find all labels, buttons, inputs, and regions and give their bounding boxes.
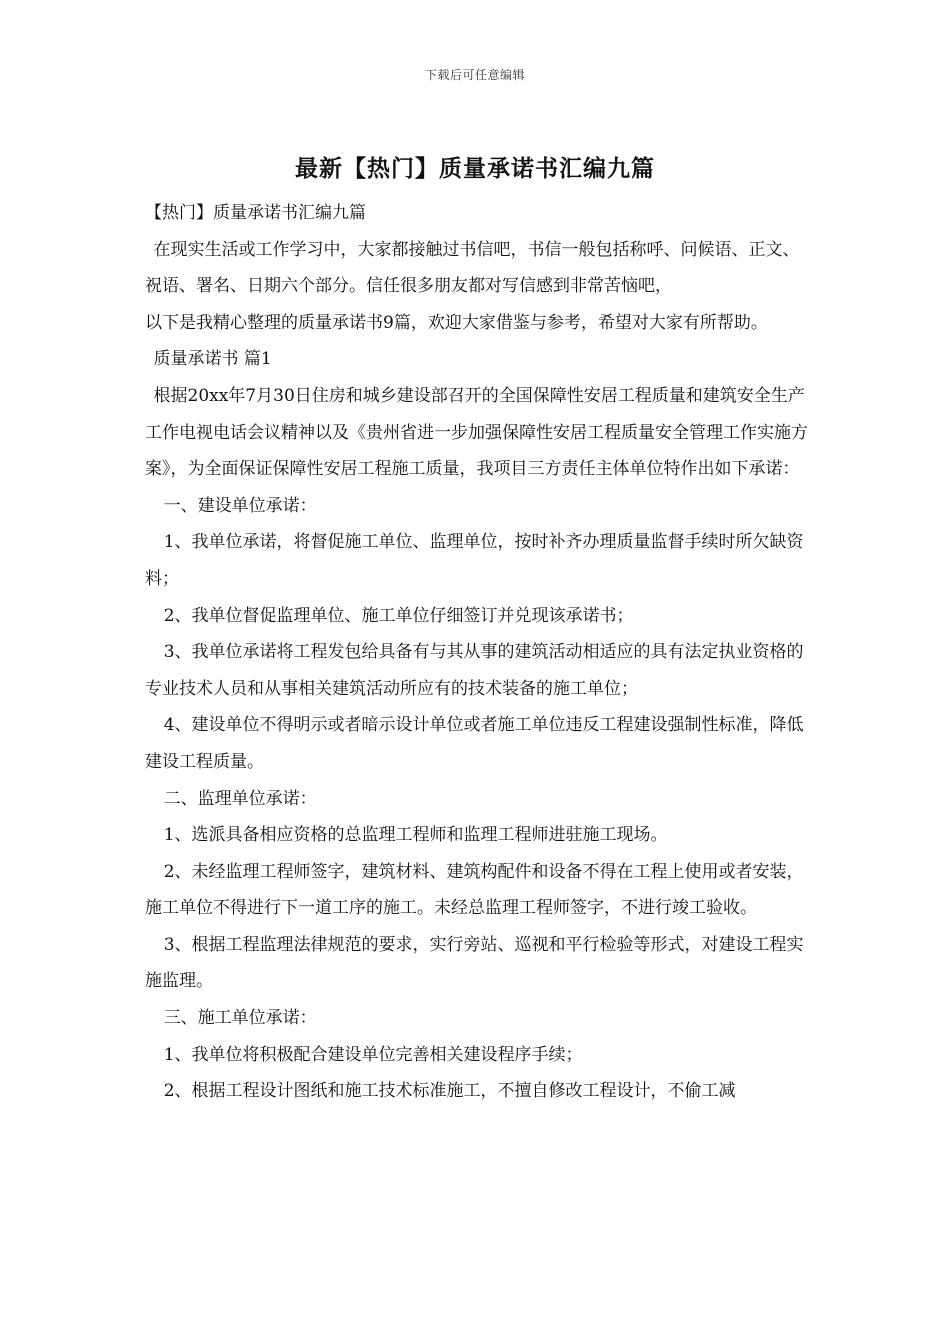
list-item: 1、选派具备相应资格的总监理工程师和监理工程师进驻施工现场。 (163, 825, 668, 846)
header-note: 下载后可任意编辑 (424, 68, 525, 82)
paragraph: 根据20xx年7月30日住房和城乡建设部召开的全国保障性安居工程质量和建筑安全生产工作电视电话会议精神以及《贵州省进一步加强保障性安居工程质量安全管理工作实施方案》，为全面保证保障性安居工程施工质量，我项目三方责任主体单位特作出如下承诺： (145, 385, 808, 480)
section-heading: 一、建设单位承诺： (163, 495, 317, 516)
section-heading: 二、监理单位承诺： (163, 788, 317, 809)
section-heading: 质量承诺书 篇1 (153, 349, 272, 370)
list-item: 1、我单位将积极配合建设单位完善相关建设程序手续； (163, 1044, 583, 1065)
document-body (145, 195, 810, 1110)
list-item: 2、根据工程设计图纸和施工技术标准施工，不擅自修改工程设计，不偷工减 (163, 1081, 736, 1102)
list-item: 4、建设单位不得明示或者暗示设计单位或者施工单位违反工程建设强制性标准，降低建设工程质量。 (145, 715, 804, 772)
list-item: 3、根据工程监理法律规范的要求，实行旁站、巡视和平行检验等形式，对建设工程实施监理。 (145, 934, 804, 992)
paragraph: 【热门】质量承诺书汇编九篇 (145, 203, 366, 223)
paragraph: 以下是我精心整理的质量承诺书9篇，欢迎大家借鉴与参考，希望对大家有所帮助。 (145, 312, 768, 333)
section-heading: 三、施工单位承诺： (163, 1008, 317, 1029)
list-item: 2、未经监理工程师签字，建筑材料、建筑构配件和设备不得在工程上使用或者安装，施工单位不得进行下一道工序的施工。未经总监理工程师签字，不进行竣工验收。 (145, 861, 804, 919)
list-item: 2、我单位督促监理单位、施工单位仔细签订并兑现该承诺书； (163, 605, 634, 626)
list-item: 1、我单位承诺，将督促施工单位、监理单位，按时补齐办理质量监督手续时所欠缺资料； (145, 532, 804, 589)
paragraph: 在现实生活或工作学习中，大家都接触过书信吧，书信一般包括称呼、问候语、正文、祝语、署名、日期六个部分。信任很多朋友都对写信感到非常苦恼吧， (145, 239, 800, 297)
document-title: 最新【热门】质量承诺书汇编九篇 (295, 155, 655, 182)
list-item: 3、我单位承诺将工程发包给具备有与其从事的建筑活动相适应的具有法定执业资格的专业技术人员和从事相关建筑活动所应有的技术装备的施工单位； (145, 642, 804, 699)
